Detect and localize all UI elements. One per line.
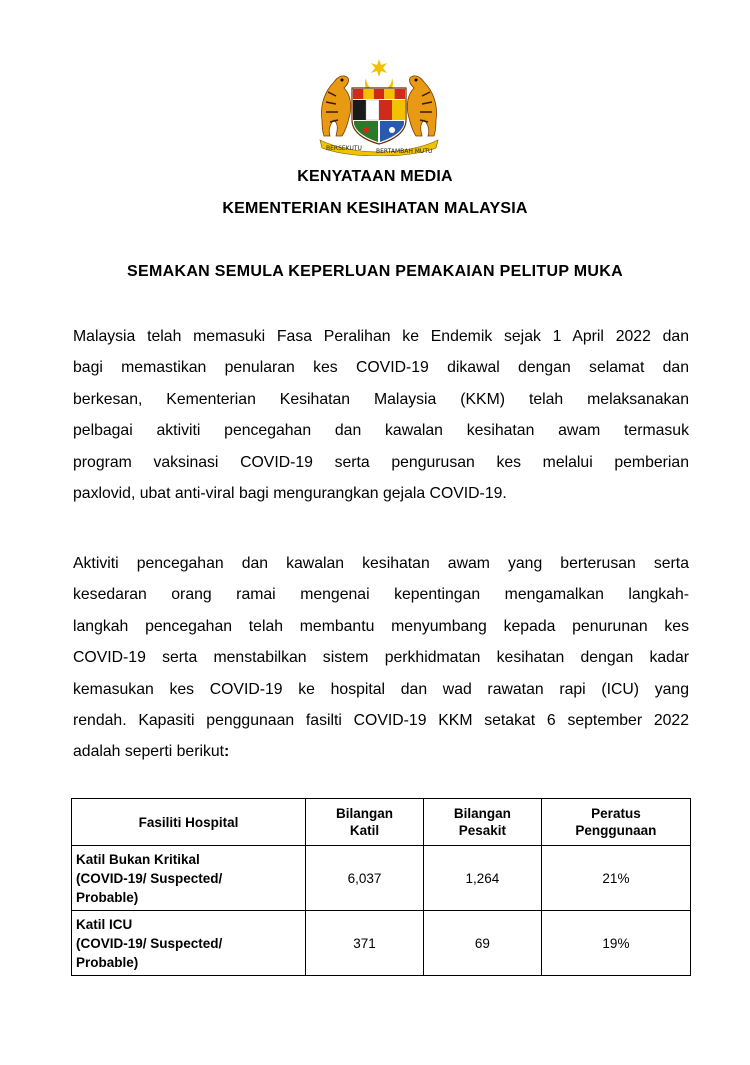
paragraph-1-line: paxlovid, ubat anti-viral bagi mengurangkan gejala COVID-19.: [73, 485, 507, 503]
media-statement-heading: KENYATAAN MEDIA: [297, 168, 453, 185]
header-facility: Fasiliti Hospital: [72, 799, 306, 846]
row-label: [72, 846, 306, 911]
header-usage-line1: Peratus: [591, 806, 641, 821]
table-row: [72, 911, 691, 976]
paragraph-1-line: Malaysia telah memasuki Fasa Peralihan ke Endemik sejak 1 April 2022 dan: [73, 328, 689, 345]
left-tiger-icon: [322, 76, 351, 136]
paragraph-2-line: langkah pencegahan telah membantu menyumbang kepada penurunan kes: [73, 617, 689, 635]
paragraph-1-line: program vaksinasi COVID-19 serta pengurusan kes melalui pemberian: [73, 453, 689, 471]
paragraph-1-line: berkesan, Kementerian Kesihatan Malaysia (KKM) telah melaksanakan: [73, 390, 689, 408]
row-patients: 1,264: [423, 846, 541, 911]
row-usage: 21%: [541, 846, 690, 911]
row-patients: 69: [423, 911, 541, 976]
paragraph-2-line: kemasukan kes COVID-19 ke hospital dan wad rawatan rapi (ICU) yang: [73, 680, 689, 698]
crest-motto-left: BERSEKUTU: [326, 145, 362, 152]
table-row: [72, 846, 691, 911]
shield-icon: [352, 88, 406, 144]
header-beds-line2: Katil: [349, 823, 380, 838]
header-patients-line1: Bilangan: [453, 806, 511, 821]
paragraph-2-line: Aktiviti pencegahan dan kawalan kesihatan awam yang berterusan serta: [73, 555, 689, 572]
row-label: [72, 911, 306, 976]
header-patients: [423, 799, 541, 846]
facility-usage-table: [71, 798, 691, 976]
row-label-line3: Probable): [76, 954, 139, 970]
header-usage-line2: Penggunaan: [575, 823, 657, 838]
paragraph-1-line: pelbagai aktiviti pencegahan dan kawalan kesihatan awam termasuk: [73, 422, 689, 440]
paragraph-2-colon: :: [224, 743, 230, 761]
row-label-line2: (COVID-19/ Suspected/: [76, 935, 223, 951]
row-beds: 371: [306, 911, 424, 976]
paragraph-1-line: bagi memastikan penularan kes COVID-19 dikawal dengan selamat dan: [73, 359, 689, 377]
coat-of-arms-icon: [316, 58, 442, 156]
right-tiger-icon: [407, 76, 436, 136]
paragraph-2-last-line: [73, 736, 689, 767]
paragraph-2-line: COVID-19 serta menstabilkan sistem perkhidmatan kesihatan dengan kadar: [73, 649, 689, 667]
header-beds: [306, 799, 424, 846]
row-beds: 6,037: [306, 846, 424, 911]
paragraph-1: [73, 321, 689, 509]
crest-motto-right: BERTAMBAH MUTU: [376, 148, 433, 155]
header-patients-line2: Pesakit: [458, 823, 507, 838]
row-label-line2: (COVID-19/ Suspected/: [76, 870, 223, 886]
header-beds-line1: Bilangan: [336, 806, 394, 821]
document-title: SEMAKAN SEMULA KEPERLUAN PEMAKAIAN PELITUP MUKA: [127, 263, 623, 280]
table-header-row: [72, 799, 691, 846]
row-label-line3: Probable): [76, 889, 139, 905]
row-usage: 19%: [541, 911, 690, 976]
header-usage: [541, 799, 690, 846]
paragraph-2-line: kesedaran orang ramai mengenai kepentingan mengamalkan langkah-: [73, 586, 689, 604]
ministry-heading: KEMENTERIAN KESIHATAN MALAYSIA: [222, 200, 528, 217]
row-label-line1: Katil ICU: [76, 916, 133, 932]
paragraph-2-last-text: adalah seperti berikut: [73, 743, 225, 761]
row-label-line1: Katil Bukan Kritikal: [76, 851, 200, 867]
paragraph-2-line: rendah. Kapasiti penggunaan fasilti COVID-19 KKM setakat 6 september 2022: [73, 712, 689, 730]
paragraph-2: [73, 548, 689, 768]
